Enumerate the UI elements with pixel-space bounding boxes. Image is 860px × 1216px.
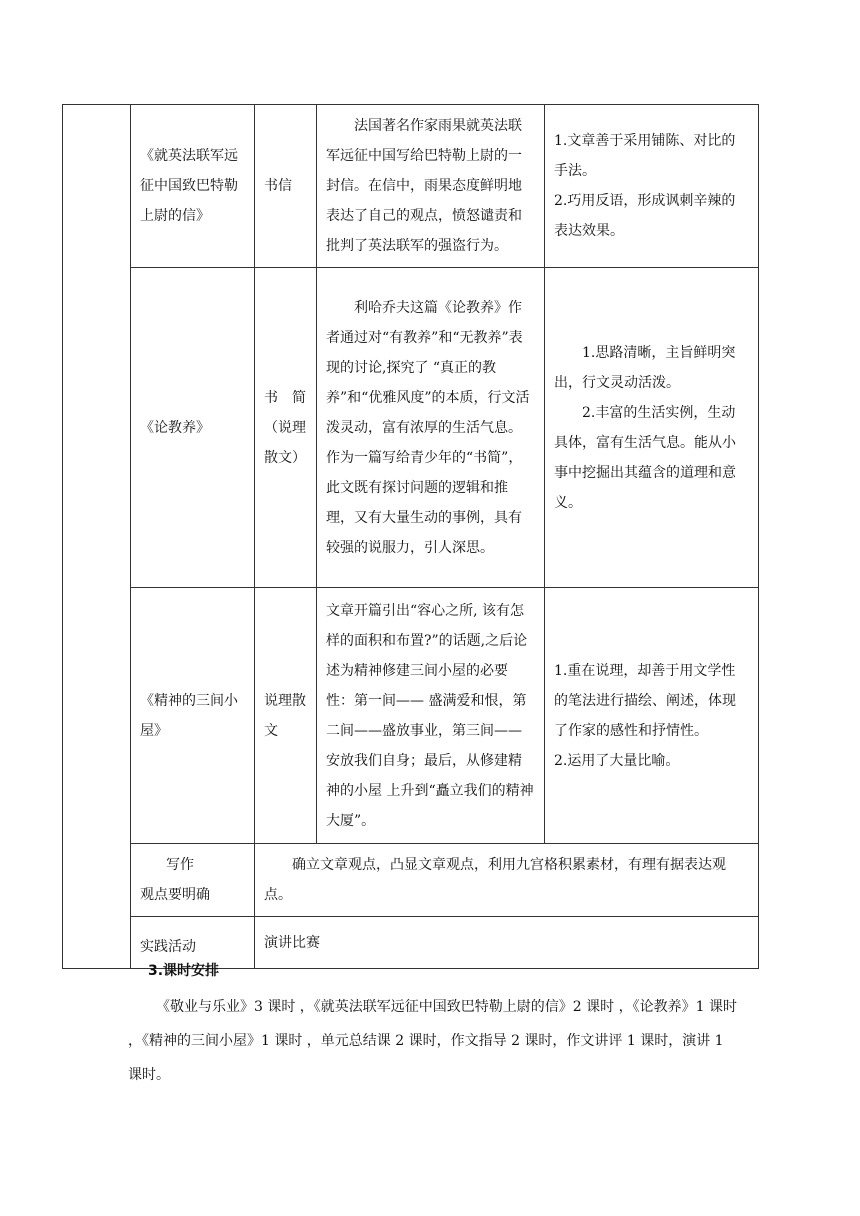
feature-item: 1.文章善于采用铺陈、对比的手法。: [554, 133, 736, 179]
schedule-paragraph: 《敬业与乐业》3 课时 ，《就英法联军远征中国致巴特勒上尉的信》2 课时 ，《论教养》1 课时 ，《精神的三间小屋》1 课时 ，单元总结课 2 课时，作文指导 2 课时，作文讲评 1 课时，演讲 1 课时。: [128, 999, 737, 1083]
practice-label-cell: 实践活动: [131, 917, 255, 969]
feature-item: 2.巧用反语，形成讽刺辛辣的表达效果。: [554, 193, 736, 239]
writing-label-line: 观点要明确: [140, 887, 210, 903]
text-genre-cell: 说理散文: [255, 588, 317, 844]
writing-label-cell: [131, 844, 255, 917]
blank-category-cell: [63, 105, 131, 969]
feature-item: 1.思路清晰，主旨鲜明突出，行文灵动活泼。: [554, 344, 736, 391]
table-row: [63, 844, 759, 917]
text-summary: 文章开篇引出“容心之所, 该有怎样的面积和布置?”的话题,之后论述为精神修建三间小屋的必要性：第一间—— 盛满爱和恨，第二间——盛放事业，第三间——安放我们自身；最后，从修建精神的小屋 上升到“矗立我们的精神大厦”。: [326, 602, 534, 829]
feature-item: 2.丰富的生活实例，生动具体，富有生活气息。能从小事中挖掘出其蕴含的道理和意义。: [554, 404, 736, 511]
table-row: [63, 588, 759, 844]
text-features-cell: [545, 105, 759, 268]
text-title-cell: 《论教养》: [131, 268, 255, 588]
text-genre-cell: 书信: [255, 105, 317, 268]
text-title-cell: 《就英法联军远征中国致巴特勒上尉的信》: [131, 105, 255, 268]
practice-content-cell: 演讲比赛: [255, 917, 759, 969]
feature-item: 2.运用了大量比喻。: [554, 752, 680, 769]
unit-plan-table: [62, 104, 759, 969]
writing-label-line: 写作: [166, 857, 194, 873]
text-summary-cell: [317, 588, 545, 844]
text-summary-cell: [317, 268, 545, 588]
section-heading: 3.课时安排: [148, 963, 220, 979]
text-genre-cell: [255, 268, 317, 588]
writing-content: 确立文章观点，凸显文章观点，利用九宫格积累素材，有理有据表达观点。: [264, 857, 726, 903]
table-row: [63, 268, 759, 588]
genre-line: （说理散文）: [264, 419, 306, 466]
genre-line: 书 简: [264, 389, 306, 406]
text-summary: 利哈乔夫这篇《论教养》作者通过对“有教养”和“无教养”表现的讨论,探究了 “真正的教养”和“优雅风度”的本质，行文活泼灵动，富有浓厚的生活气息。作为一篇写给青少年的“书简”，此文既有探讨问题的逻辑和推理，又有大量生动的事例，具有较强的说服力，引人深思。: [326, 299, 530, 556]
text-title-cell: 《精神的三间小屋》: [131, 588, 255, 844]
writing-content-cell: [255, 844, 759, 917]
text-summary-cell: [317, 105, 545, 268]
table-row: [63, 105, 759, 268]
text-summary: 法国著名作家雨果就英法联军远征中国写给巴特勒上尉的一封信。在信中，雨果态度鲜明地表达了自己的观点，愤怒谴责和批判了英法联军的强盗行为。: [326, 118, 522, 254]
text-features-cell: [545, 588, 759, 844]
text-features-cell: [545, 268, 759, 588]
feature-item: 1.重在说理，却善于用文学性的笔法进行描绘、阐述，体现了作家的感性和抒情性。: [554, 662, 736, 739]
